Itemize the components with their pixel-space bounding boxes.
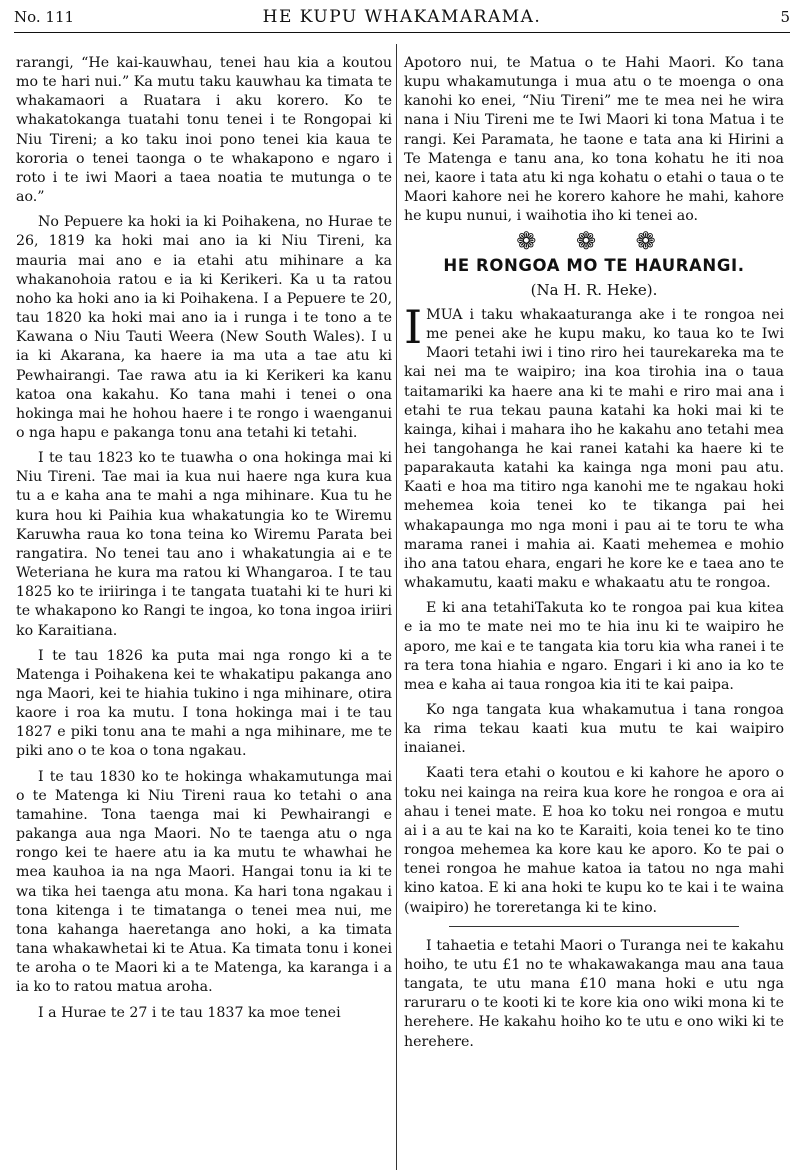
article-paragraph: Ko nga tangata kua whakamutua i tana rongoa ka rima tekau kaati kua mutu te kai waipiro inaianei. bbox=[404, 702, 784, 757]
continued-paragraph: Apotoro nui, te Matua o te Hahi Maori. Ko tana kupu whakamutunga i mua atu o te moenga o ona kanohi ko enei, “Niu Tireni” me te mea nei he wira nana i Niu Tireni me te Iwi Maori ki tona Matua i te rangi. Kei Paramata, he taone e tata ana ki Hirini a Te Matenga e tanu ana, ko tona kohatu he iti noa nei, kaore i tata atu ki nga kohatu o etahi o taua o te Maori kahore nei he korero kahore he mahi, kahore he kupu nunui, i waihotia iho ki tenei ao. bbox=[404, 55, 784, 225]
article-title: HE RONGOA MO TE HAURANGI. bbox=[443, 255, 745, 275]
drop-cap: I bbox=[404, 299, 423, 354]
page-header bbox=[14, 6, 790, 33]
first-paragraph-text: MUA i taku whakaaturanga ake i te rongoa nei me penei ake he kupu maku, ko taua ko te Iwi Maori tetahi iwi i tino riro hei taurekareka ma te kai nei ma te waipiro; ina koa tirohia ina o taua taitamariki ka haere ana ki te mahi e riro mai ana i etahi te rua tekau pauna katahi ka hoki mai ki te kainga, kihai i mahara iho he kakahu ano tetahi mea hei tangohanga he kai ranei katahi ka haere ki te paparakauta katahi ka kainga nga moni pau atu. Kaati e hoa ma titiro nga kanohi me te ngakau hoki mehemea koia tenei ko te tikanga pai hei whakapaunga mo nga moni i pau ai te toru te wha marama ranei i mahia ai. Kaati mehemea e mohio iho ana tatou ehara, engari he kore ke e taea ano te whakamutu, kaati maku e whakaatu atu te rongoa. bbox=[404, 306, 784, 592]
ornament-divider: ❁ ❁ ❁ bbox=[516, 227, 672, 256]
issue-number: No. 111 bbox=[14, 8, 75, 26]
paragraph: No Pepuere ka hoki ia ki Poihakena, no Hurae te 26, 1819 ka hoki mai ano ia ki Niu Tireni, ka mauria mai ano e ia etahi atu mihinare a ka whakanohoia ratou e ia ki Kerikeri. Ka u ta ratou noho ka hoki ano ia ki Poihakena. I a Pepuere te 20, tau 1820 ka hoki mai ano ia i runga i te tono a te Kawana o Niu Tauti Weera (New South Wales). I u ia ki Akarana, ka haere ia ma uta a tae atu ki Pewhairangi. Tae rawa atu ia ki Kerikeri ka kanu katoa ona kakahu. Ko tana mahi i tenei o ona hokinga mai he hohou haere i te rongo i waenganui o nga hapu e pakanga tonu ana tetahi ki tetahi. bbox=[16, 214, 392, 441]
page-number: 5 bbox=[780, 8, 790, 26]
column-divider bbox=[396, 44, 397, 1170]
paragraph: I te tau 1826 ka puta mai nga rongo ki a te Matenga i Poihakena kei te whakatipu pakanga ano nga Maori, kei te hiahia tukino i nga mihinare, otira kaore i roa ka mutu. I tona hokinga mai i te tau 1827 e piki tonu ana te mahi a nga mihinare, me te piki ano o te koa o tona ngakau. bbox=[16, 647, 392, 760]
article-first-paragraph bbox=[404, 299, 784, 593]
left-column bbox=[16, 54, 392, 1029]
paragraph: I te tau 1823 ko te tuawha o ona hokinga mai ki Niu Tireni. Tae mai ia kua nui haere nga kura kua tu a e kaha ana te mahi a nga mihinare. Kua tu he kura hou ki Paihia kua whakatungia ko te Wiremu Karuwha raua ko tona teina ko Wiremu Parata bei rangatira. No tenei tau ano i whakatungia ai e te Weteriana he kura ma ratou ki Whangaroa. I te tau 1825 ko te iriiringa i te tangata tuatahi ki te huri ki te whakapono ko Rangi te ingoa, ko tona ingoa iriiri ko Karaitiana. bbox=[16, 450, 392, 639]
paragraph: I te tau 1830 ko te hokinga whakamutunga mai o te Matenga ki Niu Tireni raua ko tetahi o ana tamahine. Tona taenga mai ki Pewhairangi e pakanga aua nga Maori. No te taenga atu o nga rongo kei te haere atu ia ka mutu te whawhai he mea kauhoa ia na nga Maori. Hangai tonu ia ki te wa tika hei taenga atu mona. Ka hari tona ngakau i tona kitenga i te timatanga o tenei mea nui, me tona kahanga haeretanga ano hoki, a ka timata tana whakawhetai ki te Atua. Ka timata tonu i konei te aroha o te Maori ki a te Matenga, ka karanga i a ia ko to ratou matua aroha. bbox=[16, 768, 392, 996]
article-paragraph: E ki ana tetahiTakuta ko te rongoa pai kua kitea e ia mo te mate nei mo te hia inu ki te waipiro he aporo, me kai e te tangata kia toru kia wha ranei i te ra tera tona hiahia e ngaro. Engari i ki ano ia ko te mea e kaha ai taua rongoa kia iti te kai paipa. bbox=[404, 600, 785, 693]
paragraph: rarangi, “He kai-kauwhau, tenei hau kia a koutou mo te hari nui.” Ka mutu taku kauwhau ka timata te whakamaori a Ruatara i aku korero. Ko te whakatokanga tuatahi tonu tenei i te Rongopai ki Niu Tireni; a ko taku inoi pono tenei kia kaua te kororia o tenei taonga o te whakapono e ngaro i roto i te iwi Maori a taea noatia te mutunga o te ao.” bbox=[16, 55, 392, 206]
notice-paragraph: I tahaetia e tetahi Maori o Turanga nei te kakahu hoiho, te utu £1 no te whakawakanga mau ana taua tangata, te utu mana £10 mana hoki e utu nga raruraru o te kooti ki te kore kia ono wiki mona ki te herehere. He kakahu hoiho ko te utu e ono wiki ki te herehere. bbox=[404, 937, 784, 1050]
paragraph: I a Hurae te 27 i te tau 1837 ka moe tenei bbox=[38, 1004, 341, 1021]
section-separator bbox=[449, 926, 739, 927]
running-title: HE KUPU WHAKAMARAMA. bbox=[262, 7, 542, 27]
article-byline: (Na H. R. Heke). bbox=[530, 280, 658, 299]
right-column bbox=[404, 54, 784, 1058]
article-paragraph: Kaati tera etahi o koutou e ki kahore he aporo o toku nei kainga na reira kua kore he rongoa e ora ai ahau i tenei mate. E hoa ko toku nei rongoa e mutu ai i a au te kai na ko te Karaiti, koia tenei ko te tino rongoa mehemea ka kore kau ke aporo. Ko te pai o tenei rongoa he mahue katoa ia tatou no nga mahi kino katoa. E ki ana hoki te kupu ko te kai i te waina (waipiro) he toreretanga ki te kino. bbox=[404, 765, 784, 916]
